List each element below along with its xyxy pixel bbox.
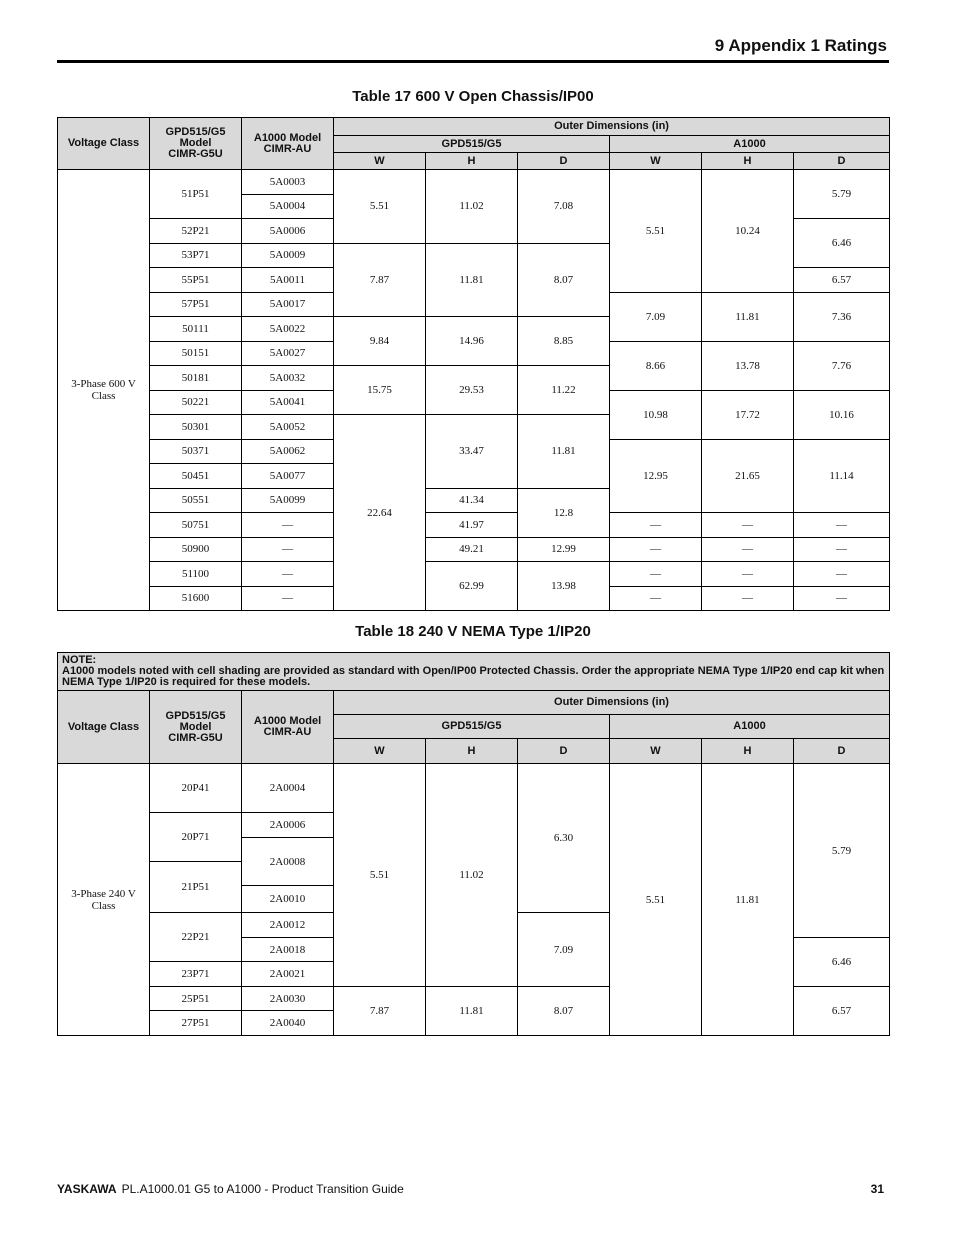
a1000-model-cell: 5A0062 xyxy=(242,439,334,464)
col-header-voltage-class: Voltage Class xyxy=(58,691,150,764)
a1000-w-cell: 5.51 xyxy=(610,764,702,1036)
a1000-h-cell: 13.78 xyxy=(702,341,794,390)
col-header-g5-d: D xyxy=(518,739,610,764)
voltage-class-cell: 3-Phase 240 V Class xyxy=(58,764,150,1036)
a1000-model-cell: 2A0006 xyxy=(242,813,334,838)
a1000-h-cell: — xyxy=(702,562,794,587)
g5-w-cell: 5.51 xyxy=(334,170,426,244)
gpd-model-cell: 51P51 xyxy=(150,170,242,219)
col-header-a1000-group: A1000 xyxy=(610,136,890,153)
g5-d-cell: 13.98 xyxy=(518,562,610,611)
g5-d-cell: 8.07 xyxy=(518,243,610,317)
g5-d-cell: 8.85 xyxy=(518,317,610,366)
g5-d-cell: 7.09 xyxy=(518,913,610,987)
g5-w-cell: 7.87 xyxy=(334,243,426,317)
a1000-model-cell: — xyxy=(242,562,334,587)
g5-h-cell: 11.02 xyxy=(426,764,518,987)
note-label: NOTE: xyxy=(62,654,97,666)
a1000-model-cell: 5A0077 xyxy=(242,464,334,489)
g5-d-cell: 8.07 xyxy=(518,987,610,1036)
a1000-model-cell: 5A0017 xyxy=(242,292,334,317)
gpd-model-cell: 50151 xyxy=(150,341,242,366)
a1000-model-cell: — xyxy=(242,537,334,562)
a1000-d-cell: 6.57 xyxy=(794,268,890,293)
a1000-d-cell: — xyxy=(794,537,890,562)
a1000-model-cell: 5A0006 xyxy=(242,219,334,244)
gpd-model-cell: 50181 xyxy=(150,366,242,391)
gpd-model-cell: 25P51 xyxy=(150,987,242,1011)
a1000-model-cell: 5A0052 xyxy=(242,415,334,440)
a1000-model-cell: 2A0040 xyxy=(242,1011,334,1036)
gpd-model-cell: 50301 xyxy=(150,415,242,440)
a1000-model-cell: 2A0004 xyxy=(242,764,334,813)
g5-h-cell: 11.81 xyxy=(426,243,518,317)
g5-d-cell: 11.81 xyxy=(518,415,610,489)
footer-brand: YASKAWA xyxy=(57,1182,117,1196)
gpd-model-cell: 50221 xyxy=(150,390,242,415)
gpd-model-cell: 21P51 xyxy=(150,862,242,913)
a1000-model-cell: 5A0099 xyxy=(242,488,334,513)
a1000-d-cell: 7.36 xyxy=(794,292,890,341)
a1000-w-cell: — xyxy=(610,562,702,587)
table17 xyxy=(57,117,890,611)
g5-d-cell: 11.22 xyxy=(518,366,610,415)
gpd-model-cell: 55P51 xyxy=(150,268,242,293)
a1000-model-cell: 2A0012 xyxy=(242,913,334,938)
col-header-a1000-h: H xyxy=(702,739,794,764)
a1000-model-cell: 2A0008 xyxy=(242,838,334,886)
g5-d-cell: 6.30 xyxy=(518,764,610,913)
gpd-model-cell: 51100 xyxy=(150,562,242,587)
a1000-d-cell: 6.46 xyxy=(794,219,890,268)
gpd-model-cell: 50551 xyxy=(150,488,242,513)
g5-h-cell: 11.02 xyxy=(426,170,518,244)
a1000-model-cell: 5A0027 xyxy=(242,341,334,366)
g5-h-cell: 41.34 xyxy=(426,488,518,513)
col-header-gpd-model: GPD515/G5 Model CIMR-G5U xyxy=(150,118,242,170)
a1000-w-cell: — xyxy=(610,513,702,538)
g5-d-cell: 12.99 xyxy=(518,537,610,562)
col-header-a1000-w: W xyxy=(610,153,702,170)
a1000-model-cell: 5A0009 xyxy=(242,243,334,268)
g5-w-cell: 15.75 xyxy=(334,366,426,415)
a1000-h-cell: — xyxy=(702,586,794,611)
gpd-model-cell: 20P71 xyxy=(150,813,242,862)
gpd-model-cell: 50751 xyxy=(150,513,242,538)
a1000-model-cell: 5A0004 xyxy=(242,194,334,219)
gpd-model-cell: 50371 xyxy=(150,439,242,464)
a1000-model-cell: 5A0011 xyxy=(242,268,334,293)
a1000-w-cell: 5.51 xyxy=(610,170,702,293)
a1000-model-cell: 2A0021 xyxy=(242,962,334,987)
col-header-a1000-group: A1000 xyxy=(610,715,890,739)
col-header-g5-h: H xyxy=(426,739,518,764)
g5-h-cell: 33.47 xyxy=(426,415,518,489)
table18-note xyxy=(58,653,890,691)
a1000-model-cell: — xyxy=(242,513,334,538)
a1000-h-cell: 11.81 xyxy=(702,292,794,341)
col-header-a1000-model: A1000 Model CIMR-AU xyxy=(242,118,334,170)
g5-h-cell: 14.96 xyxy=(426,317,518,366)
a1000-model-cell: 5A0041 xyxy=(242,390,334,415)
section-title: 9 Appendix 1 Ratings xyxy=(714,36,887,55)
col-header-voltage-class: Voltage Class xyxy=(58,118,150,170)
table18 xyxy=(57,652,890,1036)
g5-h-cell: 41.97 xyxy=(426,513,518,538)
a1000-w-cell: 8.66 xyxy=(610,341,702,390)
gpd-model-cell: 52P21 xyxy=(150,219,242,244)
col-header-outer-dimensions: Outer Dimensions (in) xyxy=(334,691,890,715)
a1000-d-cell: 11.14 xyxy=(794,439,890,513)
a1000-d-cell: 5.79 xyxy=(794,764,890,938)
col-header-g5-w: W xyxy=(334,739,426,764)
gpd-model-cell: 27P51 xyxy=(150,1011,242,1036)
a1000-d-cell: — xyxy=(794,513,890,538)
a1000-d-cell: 10.16 xyxy=(794,390,890,439)
page-number: 31 xyxy=(870,1182,884,1196)
a1000-h-cell: 17.72 xyxy=(702,390,794,439)
table17-caption: Table 17 600 V Open Chassis/IP00 xyxy=(352,88,594,105)
gpd-model-cell: 23P71 xyxy=(150,962,242,987)
gpd-model-cell: 51600 xyxy=(150,586,242,611)
a1000-w-cell: 7.09 xyxy=(610,292,702,341)
a1000-d-cell: — xyxy=(794,562,890,587)
g5-w-cell: 22.64 xyxy=(334,415,426,611)
a1000-d-cell: — xyxy=(794,586,890,611)
col-header-a1000-h: H xyxy=(702,153,794,170)
g5-w-cell: 9.84 xyxy=(334,317,426,366)
col-header-g5-h: H xyxy=(426,153,518,170)
a1000-w-cell: — xyxy=(610,537,702,562)
col-header-g5-d: D xyxy=(518,153,610,170)
a1000-h-cell: 10.24 xyxy=(702,170,794,293)
a1000-d-cell: 6.46 xyxy=(794,938,890,987)
g5-w-cell: 5.51 xyxy=(334,764,426,987)
g5-d-cell: 7.08 xyxy=(518,170,610,244)
footer-doc-title: PL.A1000.01 G5 to A1000 - Product Transition Guide xyxy=(121,1182,404,1196)
a1000-d-cell: 7.76 xyxy=(794,341,890,390)
gpd-model-cell: 50111 xyxy=(150,317,242,342)
a1000-h-cell: 11.81 xyxy=(702,764,794,1036)
g5-w-cell: 7.87 xyxy=(334,987,426,1036)
gpd-model-cell: 20P41 xyxy=(150,764,242,813)
gpd-model-cell: 50900 xyxy=(150,537,242,562)
col-header-a1000-w: W xyxy=(610,739,702,764)
table18-caption: Table 18 240 V NEMA Type 1/IP20 xyxy=(355,623,591,640)
a1000-model-cell: 5A0032 xyxy=(242,366,334,391)
g5-h-cell: 11.81 xyxy=(426,987,518,1036)
g5-d-cell: 12.8 xyxy=(518,488,610,537)
a1000-w-cell: 10.98 xyxy=(610,390,702,439)
footer-doc xyxy=(57,1182,404,1196)
header-rule xyxy=(57,60,889,63)
gpd-model-cell: 22P21 xyxy=(150,913,242,962)
a1000-model-cell: 2A0018 xyxy=(242,938,334,962)
a1000-w-cell: — xyxy=(610,586,702,611)
col-header-gpd-model: GPD515/G5 Model CIMR-G5U xyxy=(150,691,242,764)
gpd-model-cell: 53P71 xyxy=(150,243,242,268)
note-text: A1000 models noted with cell shading are provided as standard with Open/IP00 Protected Chassis. Order the appropriate NEMA Type 1/IP20 end cap kit when NEMA Type 1/IP20 is required for these models. xyxy=(62,665,885,688)
a1000-model-cell: 2A0010 xyxy=(242,886,334,913)
a1000-d-cell: 5.79 xyxy=(794,170,890,219)
col-header-gpd-group: GPD515/G5 xyxy=(334,136,610,153)
a1000-h-cell: 21.65 xyxy=(702,439,794,513)
a1000-h-cell: — xyxy=(702,537,794,562)
col-header-a1000-d: D xyxy=(794,153,890,170)
g5-h-cell: 49.21 xyxy=(426,537,518,562)
col-header-gpd-group: GPD515/G5 xyxy=(334,715,610,739)
col-header-a1000-d: D xyxy=(794,739,890,764)
a1000-model-cell: 5A0003 xyxy=(242,170,334,195)
a1000-model-cell: 2A0030 xyxy=(242,987,334,1011)
g5-h-cell: 62.99 xyxy=(426,562,518,611)
gpd-model-cell: 57P51 xyxy=(150,292,242,317)
a1000-w-cell: 12.95 xyxy=(610,439,702,513)
a1000-h-cell: — xyxy=(702,513,794,538)
col-header-a1000-model: A1000 Model CIMR-AU xyxy=(242,691,334,764)
g5-h-cell: 29.53 xyxy=(426,366,518,415)
gpd-model-cell: 50451 xyxy=(150,464,242,489)
col-header-g5-w: W xyxy=(334,153,426,170)
a1000-d-cell: 6.57 xyxy=(794,987,890,1036)
col-header-outer-dimensions: Outer Dimensions (in) xyxy=(334,118,890,136)
voltage-class-cell: 3-Phase 600 V Class xyxy=(58,170,150,611)
a1000-model-cell: 5A0022 xyxy=(242,317,334,342)
a1000-model-cell: — xyxy=(242,586,334,611)
